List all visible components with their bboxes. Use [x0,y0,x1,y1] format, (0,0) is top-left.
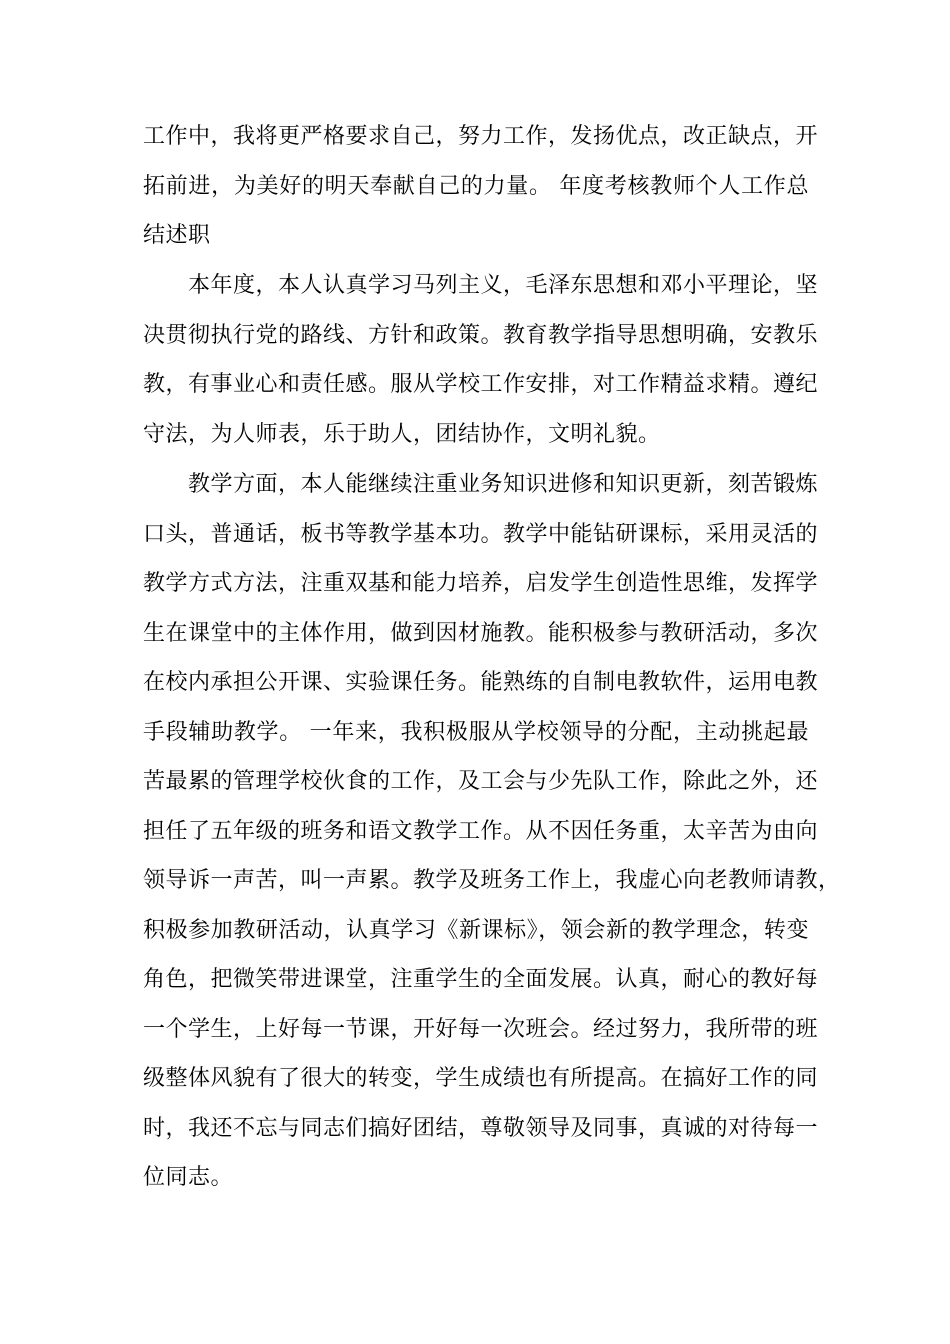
text-line: 时，我还不忘与同志们搞好团结，尊敬领导及同事，真诚的对待每一 [143,1115,819,1141]
text-line: 在校内承担公开课、实验课任务。能熟练的自制电教软件，运用电教 [143,670,819,695]
text-line: 结述职 [143,223,211,248]
text-line: 教学方式方法，注重双基和能力培养，启发学生创造性思维，发挥学 [143,571,819,596]
text-line: 积极参加教研活动，认真学习《新课标》，领会新的教学理念，转变 [143,917,809,943]
text-line: 位同志。 [143,1165,234,1190]
text-line: 工作中，我将更严格要求自己，努力工作，发扬优点，改正缺点，开 [143,124,819,149]
text-line: 苦最累的管理学校伙食的工作，及工会与少先队工作，除此之外，还 [143,769,819,794]
text-line: 本年度，本人认真学习马列主义，毛泽东思想和邓小平理论，坚 [188,273,819,298]
text-line: 教学方面，本人能继续注重业务知识进修和知识更新，刻苦锻炼 [188,472,819,497]
text-line: 生在课堂中的主体作用，做到因材施教。能积极参与教研活动，多次 [143,620,819,646]
text-line: 担任了五年级的班务和语文教学工作。从不因任务重，太辛苦为由向 [143,818,819,844]
text-line: 一个学生，上好每一节课，开好每一次班会。经过努力，我所带的班 [143,1016,819,1042]
text-line: 领导诉一声苦，叫一声累。教学及班务工作上，我虚心向老教师请教， [143,868,841,893]
text-line: 级整体风貌有了很大的转变，学生成绩也有所提高。在搞好工作的同 [143,1066,819,1091]
paragraph-3 [143,460,841,1203]
text-line: 教，有事业心和责任感。服从学校工作安排，对工作精益求精。遵纪 [143,372,819,397]
text-line: 口头，普通话，板书等教学基本功。教学中能钻研课标，采用灵活的 [143,521,819,547]
paragraph-2 [143,261,819,459]
text-line: 角色，把微笑带进课堂，注重学生的全面发展。认真，耐心的教好每 [143,967,819,992]
text-line: 拓前进，为美好的明天奉献自己的力量。 年度考核教师个人工作总 [143,173,809,199]
text-line: 手段辅助教学。 一年来，我积极服从学校领导的分配，主动挑起最 [143,719,809,745]
text-line: 决贯彻执行党的路线、方针和政策。教育教学指导思想明确，安教乐 [143,322,819,348]
paragraph-1 [143,112,819,261]
text-line: 守法，为人师表，乐于助人，团结协作，文明礼貌。 [143,421,661,447]
